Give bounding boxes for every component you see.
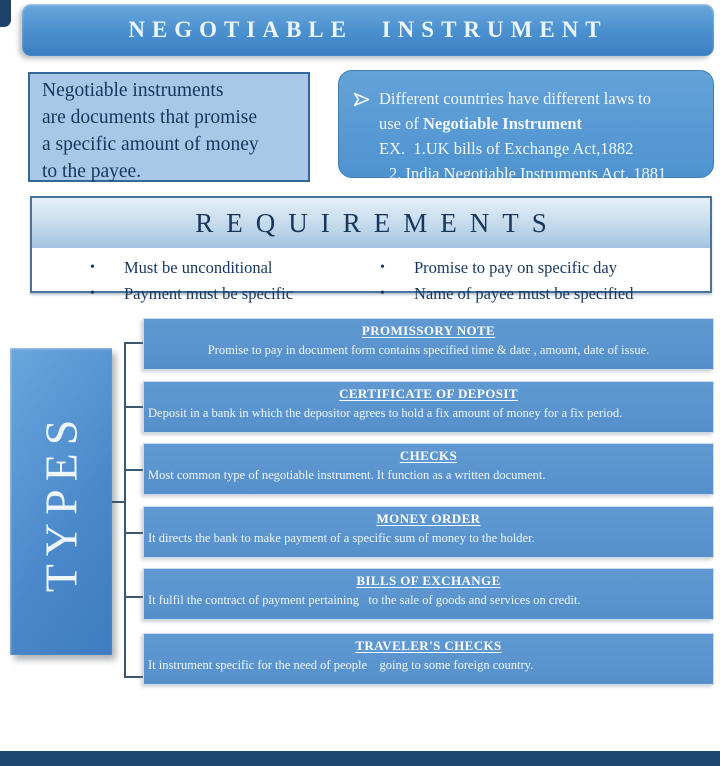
type-box-desc: It directs the bank to make payment of a specific sum of money to the holder.	[148, 531, 535, 545]
laws-box	[338, 70, 714, 183]
laws-line: EX. 1.UK bills of Exchange Act,1882	[379, 139, 634, 158]
type-box-desc: It fulfil the contract of payment pertaining to the sale of goods and services on credit.	[148, 593, 581, 607]
type-box-title: BILLS OF EXCHANGE	[356, 573, 501, 588]
type-box-promissory-note	[143, 318, 714, 370]
requirements-column-right	[380, 255, 710, 307]
bullet-icon: •	[90, 286, 95, 301]
bottom-accent-bar	[0, 751, 720, 766]
bracket-branch-line	[126, 596, 143, 598]
requirements-column-left	[90, 255, 380, 307]
requirement-item	[90, 281, 380, 307]
bracket-branch-line	[126, 406, 143, 408]
types-category-shape	[10, 348, 112, 655]
requirements-title: REQUIREMENTS	[32, 198, 710, 248]
laws-line: Different countries have different laws to	[379, 89, 652, 108]
requirement-item	[380, 255, 710, 281]
requirement-text: Promise to pay on specific day	[414, 258, 617, 277]
type-box-title: CHECKS	[399, 448, 458, 463]
definition-line: to the payee.	[42, 161, 142, 182]
definition-line: are documents that promise	[42, 107, 257, 128]
laws-text	[379, 86, 713, 183]
bracket-branch-line	[126, 469, 143, 471]
type-box-money-order	[143, 506, 714, 558]
type-box-title: CERTIFICATE OF DEPOSIT	[339, 386, 518, 401]
page-title: NEGOTIABLE INSTRUMENT	[22, 4, 714, 56]
type-box-title: TRAVELER'S CHECKS	[355, 638, 502, 653]
requirement-text: Must be unconditional	[124, 258, 273, 277]
bullet-icon: •	[90, 260, 95, 275]
type-box-checks	[143, 443, 714, 495]
bracket-branch-line	[126, 676, 143, 678]
requirement-text: Name of payee must be specified	[414, 284, 634, 303]
bracket-vertical-line	[124, 342, 126, 678]
requirement-item	[380, 281, 710, 307]
bullet-icon: •	[380, 286, 385, 301]
bracket-branch-line	[126, 532, 143, 534]
requirement-text: Payment must be specific	[124, 284, 294, 303]
bullet-icon: •	[380, 260, 385, 275]
type-box-travelers-checks	[143, 633, 714, 685]
corner-accent-shape	[0, 0, 11, 27]
type-box-title: PROMISSORY NOTE	[361, 323, 496, 338]
arrow-right-bullet-icon	[339, 86, 379, 177]
laws-line	[379, 111, 705, 136]
laws-line-bold: Negotiable Instrument	[423, 114, 583, 133]
definition-line: a specific amount of money	[42, 134, 259, 155]
requirement-item	[90, 255, 380, 281]
type-box-desc: It instrument specific for the need of people going to some foreign country.	[148, 658, 534, 672]
requirements-list	[32, 255, 710, 307]
type-box-desc: Promise to pay in document form contains specified time & date , amount, date of issue.	[207, 343, 650, 357]
laws-line: 2. India Negotiable Instruments Act, 1881	[389, 164, 667, 183]
definition-box	[28, 72, 310, 182]
type-box-title: MONEY ORDER	[376, 511, 481, 526]
requirements-box	[30, 196, 712, 303]
definition-line: Negotiable instruments	[42, 80, 224, 101]
type-box-desc: Most common type of negotiable instrument. It function as a written document.	[148, 468, 546, 482]
type-box-bills-of-exchange	[143, 568, 714, 620]
bracket-branch-line	[126, 342, 143, 344]
bracket-root-line	[112, 501, 124, 503]
laws-line-prefix: use of	[379, 114, 423, 133]
types-label: TYPES	[35, 411, 87, 592]
type-box-certificate-of-deposit	[143, 381, 714, 433]
type-box-desc: Deposit in a bank in which the depositor agrees to hold a fix amount of money for a fix period.	[148, 406, 623, 420]
